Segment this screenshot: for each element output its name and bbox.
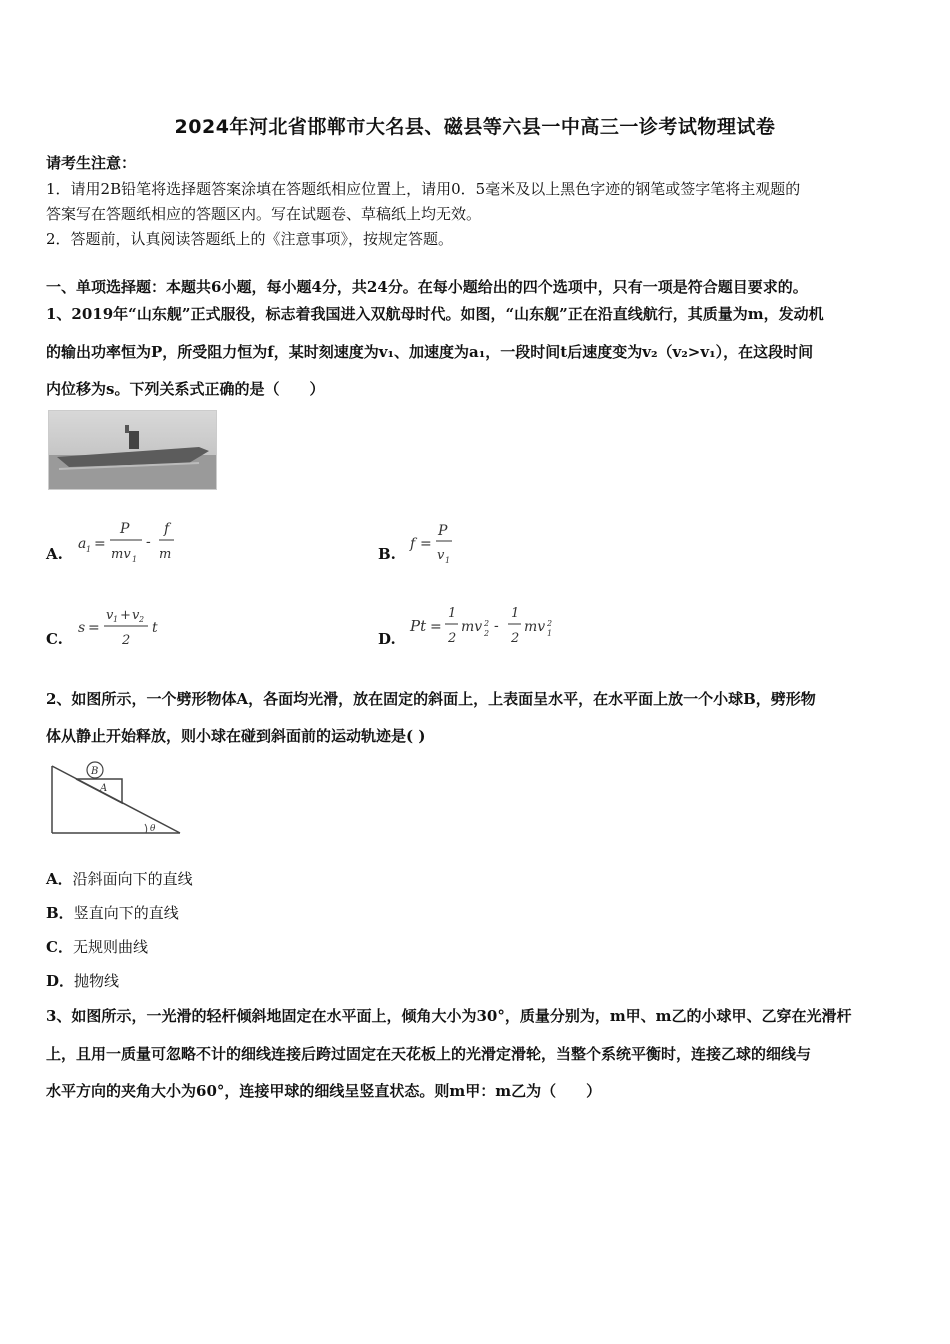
question-3-text: 3、如图所示，一光滑的轻杆倾斜地固定在水平面上，倾角大小为30°，质量分别为，m甲、m乙的小球甲、乙穿在光滑杆 <box>46 1007 852 1025</box>
option-a-label: A. <box>46 545 63 563</box>
svg-text:mv: mv <box>111 547 131 562</box>
svg-text:=: = <box>430 619 442 635</box>
svg-text:v: v <box>106 608 114 623</box>
question-1-text: 内位移为s。下列关系式正确的是（ ） <box>46 380 325 398</box>
svg-text:=: = <box>88 620 100 636</box>
q2-option-a: A．沿斜面向下的直线 <box>46 870 193 888</box>
aircraft-carrier-image <box>48 410 217 490</box>
block-label: A <box>100 783 108 794</box>
question-1-text: 1、2019年“山东舰”正式服役，标志着我国进入双航母时代。如图，“山东舰”正在沿直线航行，其质量为m，发动机 <box>46 305 824 323</box>
option-a-formula <box>76 518 196 570</box>
svg-text:1: 1 <box>448 606 457 621</box>
incline-wedge-figure <box>46 760 186 838</box>
svg-text:2: 2 <box>139 615 145 624</box>
q2-option-d: D．抛物线 <box>46 972 120 990</box>
notice-item: 答案写在答题纸相应的答题区内。写在试题卷、草稿纸上均无效。 <box>46 205 482 223</box>
ball-label: B <box>91 766 99 777</box>
svg-text:1: 1 <box>113 615 119 624</box>
q2-option-c: C．无规则曲线 <box>46 938 148 956</box>
q2-option-b: B．竖直向下的直线 <box>46 904 179 922</box>
notice-heading: 请考生注意： <box>46 154 137 172</box>
angle-label: θ <box>150 824 156 834</box>
svg-text:2: 2 <box>484 629 490 638</box>
svg-text:v: v <box>437 548 445 563</box>
notice-item: 1．请用2B铅笔将选择题答案涂填在答题纸相应位置上，请用0．5毫米及以上黑色字迹的钢笔或签字笔将主观题的 <box>46 180 801 198</box>
svg-text:s: s <box>78 620 86 636</box>
option-b-label: B. <box>378 545 396 563</box>
svg-text:2: 2 <box>547 619 553 628</box>
option-d-label: D. <box>378 630 396 648</box>
svg-text:2: 2 <box>484 619 490 628</box>
option-c-label: C. <box>46 630 63 648</box>
svg-text:f: f <box>410 536 416 552</box>
option-b-formula <box>408 520 468 572</box>
question-1-text: 的输出功率恒为P，所受阻力恒为f，某时刻速度为v₁、加速度为a₁，一段时间t后速度变为v₂（v₂>v₁），在这段时间 <box>46 343 814 361</box>
question-2-text: 2、如图所示，一个劈形物体A，各面均光滑，放在固定的斜面上，上表面呈水平，在水平面上放一个小球B，劈形物 <box>46 690 816 708</box>
svg-text:1: 1 <box>547 629 553 638</box>
svg-text:-: - <box>494 618 499 634</box>
svg-text:mv: mv <box>524 619 546 635</box>
svg-text:2: 2 <box>122 633 131 648</box>
svg-text:P: P <box>438 523 448 539</box>
question-2-text: 体从静止开始释放，则小球在碰到斜面前的运动轨迹是( ) <box>46 727 426 745</box>
svg-text:=: = <box>420 536 432 552</box>
question-3-text: 水平方向的夹角大小为60°，连接甲球的细线呈竖直状态。则m甲：m乙为（ ） <box>46 1082 602 1100</box>
svg-text:-: - <box>146 534 151 550</box>
svg-text:2: 2 <box>511 631 520 646</box>
notice-item: 2．答题前，认真阅读答题纸上的《注意事项》，按规定答题。 <box>46 230 454 248</box>
svg-text:t: t <box>152 620 158 636</box>
question-3-text: 上，且用一质量可忽略不计的细线连接后跨过固定在天花板上的光滑定滑轮，当整个系统平衡时，连接乙球的细线与 <box>46 1045 812 1063</box>
svg-text:1: 1 <box>132 555 138 564</box>
svg-text:1: 1 <box>511 606 520 621</box>
option-d-formula <box>408 602 568 656</box>
svg-text:=: = <box>94 536 106 552</box>
svg-text:+: + <box>120 608 131 623</box>
option-c-formula <box>76 604 176 656</box>
svg-text:1: 1 <box>86 545 92 554</box>
svg-text:m: m <box>159 547 172 562</box>
svg-text:a: a <box>78 536 87 552</box>
svg-text:f: f <box>164 521 170 537</box>
exam-title: 2024年河北省邯郸市大名县、磁县等六县一中高三一诊考试物理试卷 <box>174 116 776 138</box>
svg-text:1: 1 <box>445 556 451 565</box>
svg-text:P: P <box>120 521 130 537</box>
section-heading: 一、单项选择题：本题共6小题，每小题4分，共24分。在每小题给出的四个选项中，只有一项是符合题目要求的。 <box>46 278 808 296</box>
svg-text:2: 2 <box>448 631 457 646</box>
svg-text:v: v <box>132 608 140 623</box>
svg-text:mv: mv <box>461 619 483 635</box>
svg-text:Pt: Pt <box>410 617 427 635</box>
